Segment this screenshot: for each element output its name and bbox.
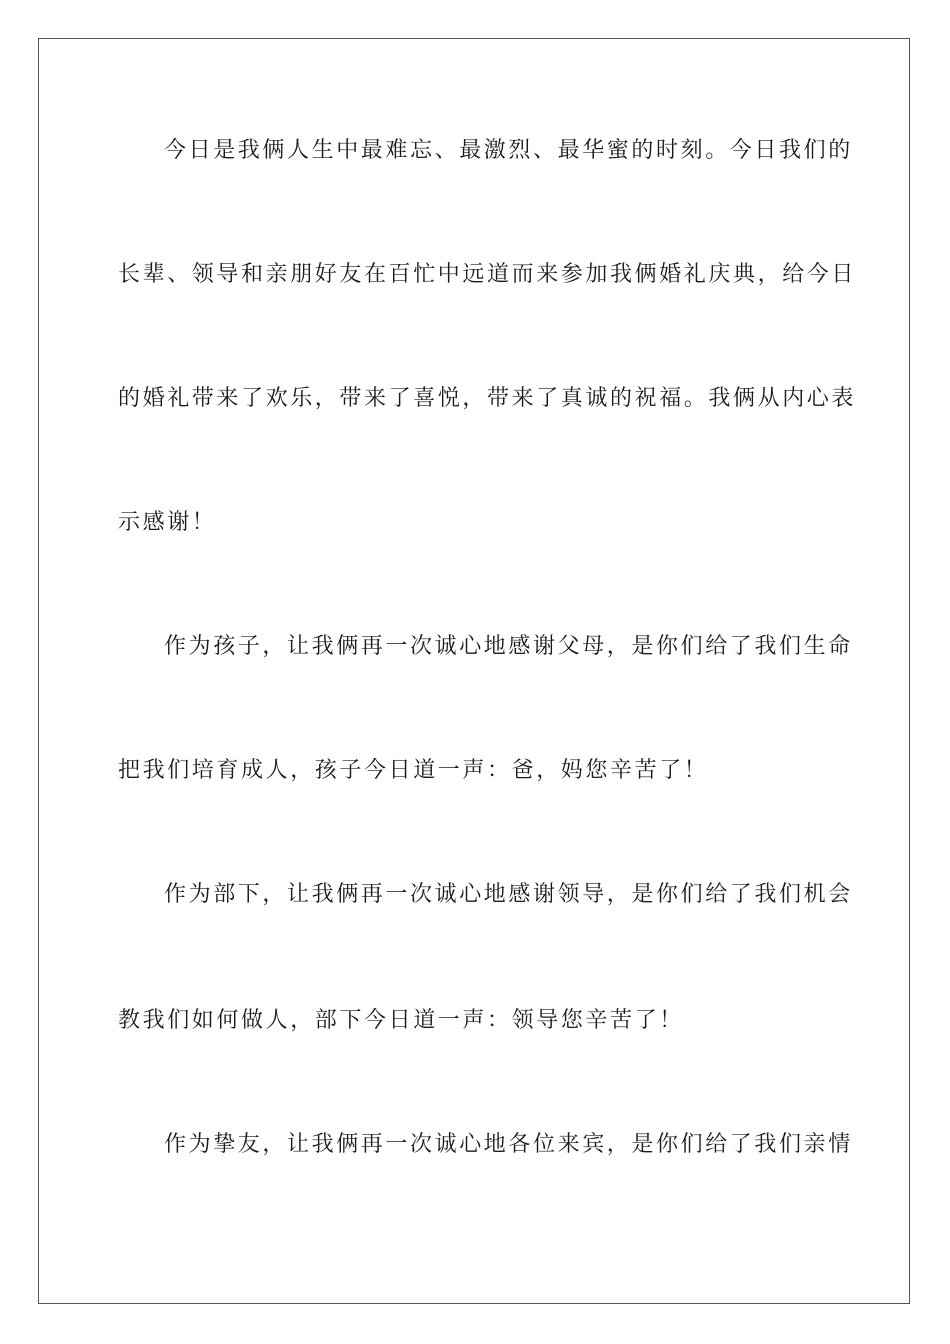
paragraph-1-line-2: 长辈、领导和亲朋好友在百忙中远道而来参加我俩婚礼庆典，给今日 [118, 262, 857, 287]
paragraph-1-line-3: 的婚礼带来了欢乐，带来了喜悦，带来了真诚的祝福。我俩从内心表 [118, 386, 857, 411]
paragraph-2-line-2: 把我们培育成人，孩子今日道一声：爸，妈您辛苦了！ [118, 758, 709, 783]
paragraph-3-line-1: 作为部下，让我俩再一次诚心地感谢领导，是你们给了我们机会 [164, 882, 853, 907]
paragraph-1-line-1: 今日是我俩人生中最难忘、最激烈、最华蜜的时刻。今日我们的 [164, 138, 853, 163]
paragraph-4-line-1: 作为挚友，让我俩再一次诚心地各位来宾，是你们给了我们亲情 [164, 1132, 853, 1157]
paragraph-1-line-4: 示感谢！ [118, 510, 217, 535]
paragraph-2-line-1: 作为孩子，让我俩再一次诚心地感谢父母，是你们给了我们生命 [164, 634, 853, 659]
page-border [38, 38, 910, 1304]
paragraph-3-line-2: 教我们如何做人，部下今日道一声：领导您辛苦了！ [118, 1008, 684, 1033]
